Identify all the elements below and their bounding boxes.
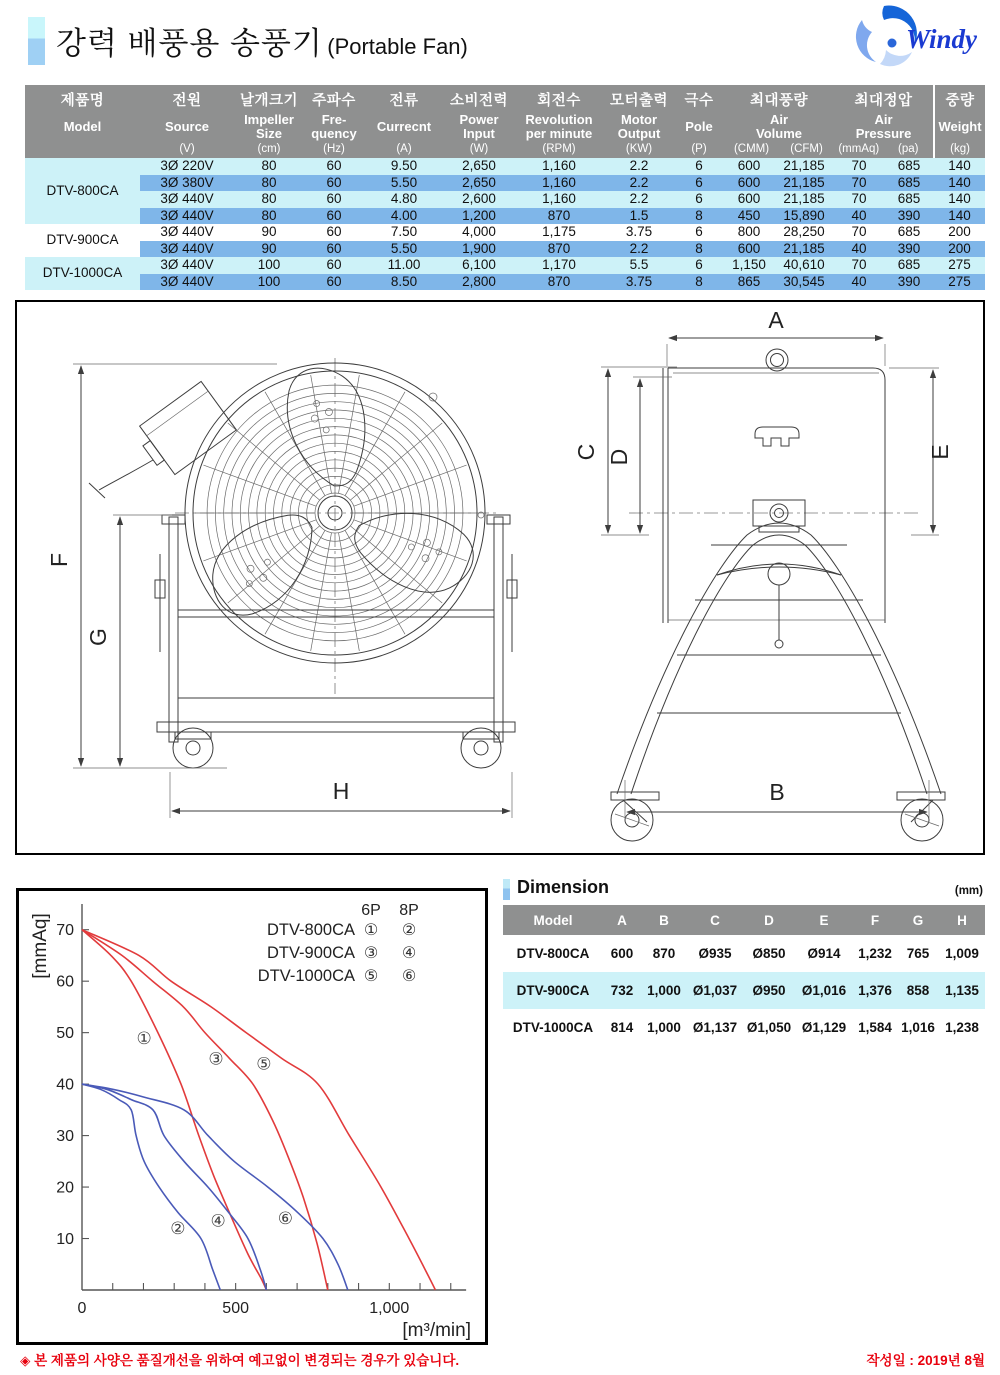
spec-cell: 3Ø 440V bbox=[140, 191, 234, 208]
spec-row bbox=[25, 208, 985, 225]
spec-cell: 6,100 bbox=[444, 257, 514, 274]
spec-cell: 390 bbox=[884, 208, 934, 225]
footer-note: ◈ 본 제품의 사양은 품질개선을 위하여 예고없이 변경되는 경우가 있습니다. bbox=[20, 1353, 460, 1368]
spec-cell: 3.75 bbox=[604, 274, 674, 291]
spec-cell: 1,200 bbox=[444, 208, 514, 225]
caster-wheel bbox=[173, 728, 213, 768]
spec-model-cell: DTV-900CA bbox=[25, 224, 140, 257]
spec-cell: 100 bbox=[234, 257, 304, 274]
dim-cell: DTV-1000CA bbox=[512, 1020, 594, 1035]
spec-cell: 390 bbox=[884, 241, 934, 258]
svg-text:G: G bbox=[85, 628, 111, 646]
x-tick-label: 0 bbox=[77, 1300, 87, 1317]
legend-symbol-6p: ③ bbox=[363, 945, 379, 962]
dim-cell: 1,238 bbox=[945, 1020, 979, 1035]
svg-text:F: F bbox=[46, 552, 72, 568]
legend-symbol-8p: ⑥ bbox=[401, 968, 417, 985]
dim-cell: 1,376 bbox=[853, 972, 897, 1009]
spec-cell: 40 bbox=[834, 274, 884, 291]
y-axis-label: [mmAq] bbox=[30, 913, 51, 979]
curve-number-label: ② bbox=[170, 1219, 186, 1239]
curve-number-label: ③ bbox=[208, 1049, 224, 1069]
spec-cell: 6 bbox=[674, 257, 724, 274]
spec-cell: 3Ø 380V bbox=[140, 175, 234, 192]
svg-text:E: E bbox=[927, 444, 953, 460]
dim-cell: 858 bbox=[897, 972, 939, 1009]
spec-cell: 2,650 bbox=[444, 175, 514, 192]
col-pole: 극수 Pole (P) bbox=[684, 93, 714, 155]
spec-cell: 80 bbox=[234, 191, 304, 208]
dim-cell: 870 bbox=[652, 946, 676, 961]
series-curve bbox=[82, 1084, 220, 1290]
dim-col-header: B bbox=[641, 905, 687, 935]
spec-cell: 60 bbox=[304, 241, 364, 258]
spec-cell: 5.50 bbox=[364, 175, 444, 192]
spec-cell: 2.2 bbox=[604, 175, 674, 192]
dimension-accent-bar bbox=[503, 879, 510, 900]
footer-date: 작성일 : 2019년 8월 bbox=[866, 1353, 985, 1368]
dim-cell: Ø1,050 bbox=[746, 1020, 792, 1035]
spec-cell: 8 bbox=[674, 241, 724, 258]
dim-cell: 814 bbox=[610, 1020, 634, 1035]
dimension-table bbox=[503, 905, 985, 1046]
col-frequency: 주파수 Fre- quency (Hz) bbox=[311, 93, 357, 155]
dimension-table-body bbox=[503, 935, 985, 1046]
col-air-pressure: 최대정압 Air Pressure (mmAq) (pa) bbox=[838, 93, 919, 155]
spec-cell: 1,175 bbox=[514, 224, 604, 241]
legend-symbol-8p: ② bbox=[401, 922, 417, 939]
spec-cell: 4,000 bbox=[444, 224, 514, 241]
spec-cell: 600 bbox=[724, 191, 774, 208]
col-air-volume: 최대풍량 Air Volume (CMM) (CFM) bbox=[733, 93, 823, 155]
spec-cell: 80 bbox=[234, 175, 304, 192]
spec-cell: 1,170 bbox=[514, 257, 604, 274]
spec-cell: 5.5 bbox=[604, 257, 674, 274]
spec-row bbox=[25, 224, 985, 241]
dim-row bbox=[503, 972, 985, 1009]
spec-row bbox=[25, 175, 985, 192]
dim-row bbox=[503, 935, 985, 972]
dim-cell: 1,584 bbox=[858, 1020, 892, 1035]
spec-cell: 70 bbox=[834, 224, 884, 241]
spec-cell: 4.00 bbox=[364, 208, 444, 225]
spec-cell: 1,160 bbox=[514, 175, 604, 192]
spec-table-header bbox=[25, 85, 985, 158]
spec-cell: 28,250 bbox=[774, 224, 834, 241]
dim-cell: DTV-900CA bbox=[503, 972, 603, 1009]
dim-col-header: G bbox=[897, 905, 939, 935]
spec-cell: 2.2 bbox=[604, 191, 674, 208]
legend-model-label: DTV-1000CA bbox=[257, 967, 355, 985]
col-power-input: 소비전력 Power Input (W) bbox=[449, 93, 509, 155]
dim-col-header: D bbox=[743, 905, 795, 935]
y-tick-label: 20 bbox=[56, 1179, 74, 1197]
dimension-D bbox=[606, 377, 672, 533]
dim-cell: 1,135 bbox=[939, 972, 985, 1009]
y-tick-label: 10 bbox=[56, 1231, 74, 1249]
spec-cell: 8.50 bbox=[364, 274, 444, 291]
dim-cell: 732 bbox=[603, 972, 641, 1009]
spec-cell: 600 bbox=[724, 158, 774, 175]
spec-table-body bbox=[25, 158, 985, 290]
dim-cell: 1,000 bbox=[641, 972, 687, 1009]
dim-col-header: H bbox=[939, 905, 985, 935]
performance-chart bbox=[19, 891, 485, 1342]
dim-cell: 1,000 bbox=[647, 1020, 681, 1035]
caster-wheel bbox=[901, 799, 943, 841]
legend-col-header: 6P bbox=[361, 902, 381, 919]
dim-cell: DTV-800CA bbox=[516, 946, 590, 961]
spec-cell: 30,545 bbox=[774, 274, 834, 291]
spec-cell: 70 bbox=[834, 175, 884, 192]
spec-cell: 390 bbox=[884, 274, 934, 291]
col-source: 전원 Source (V) bbox=[164, 93, 210, 155]
spec-cell: 8 bbox=[674, 208, 724, 225]
spec-cell: 685 bbox=[884, 224, 934, 241]
curve-number-label: ⑤ bbox=[256, 1054, 272, 1074]
legend-model-label: DTV-800CA bbox=[266, 921, 355, 939]
legend-model-label: DTV-900CA bbox=[266, 944, 355, 962]
svg-text:B: B bbox=[769, 779, 785, 805]
dim-col-header: E bbox=[795, 905, 853, 935]
dim-col-header: C bbox=[687, 905, 743, 935]
spec-cell: 21,185 bbox=[774, 191, 834, 208]
spec-cell: 3Ø 220V bbox=[140, 158, 234, 175]
dim-cell: 1,016 bbox=[901, 1020, 935, 1035]
x-tick-label: 1,000 bbox=[369, 1300, 410, 1317]
legend-col-header: 8P bbox=[399, 902, 419, 919]
spec-cell: 70 bbox=[834, 191, 884, 208]
spec-cell: 2,600 bbox=[444, 191, 514, 208]
col-weight: 중량 Weight (kg) bbox=[934, 85, 985, 158]
dimension-G bbox=[85, 515, 172, 766]
spec-cell: 11.00 bbox=[364, 257, 444, 274]
spec-cell: 40 bbox=[834, 208, 884, 225]
y-tick-label: 30 bbox=[56, 1128, 74, 1146]
spec-cell: 1.5 bbox=[604, 208, 674, 225]
dimension-B bbox=[625, 779, 929, 818]
legend-symbol-8p: ④ bbox=[401, 945, 417, 962]
tiller-handle bbox=[717, 563, 841, 648]
spec-cell: 140 bbox=[934, 175, 985, 192]
spec-cell: 8 bbox=[674, 274, 724, 291]
series-curve bbox=[82, 1084, 266, 1290]
spec-cell: 800 bbox=[724, 224, 774, 241]
spec-cell: 6 bbox=[674, 224, 724, 241]
spec-cell: 685 bbox=[884, 158, 934, 175]
dim-cell: 1,009 bbox=[945, 946, 979, 961]
spec-cell: 1,160 bbox=[514, 191, 604, 208]
spec-cell: 60 bbox=[304, 208, 364, 225]
dim-col-header: F bbox=[853, 905, 897, 935]
spec-cell: 9.50 bbox=[364, 158, 444, 175]
spec-cell: 275 bbox=[934, 257, 985, 274]
dim-cell: Ø850 bbox=[752, 946, 786, 961]
spec-cell: 3Ø 440V bbox=[140, 274, 234, 291]
spec-row bbox=[25, 241, 985, 258]
svg-text:A: A bbox=[768, 307, 784, 333]
title-accent-bar bbox=[28, 17, 45, 65]
col-impeller-size: 날개크기 Impeller Size (cm) bbox=[239, 93, 299, 155]
spec-cell: 275 bbox=[934, 274, 985, 291]
spec-cell: 60 bbox=[304, 274, 364, 291]
spec-row bbox=[25, 191, 985, 208]
dim-cell: 765 bbox=[906, 946, 930, 961]
spec-cell: 60 bbox=[304, 191, 364, 208]
caster-wheel bbox=[611, 799, 653, 841]
dim-row bbox=[503, 1009, 985, 1046]
dim-cell: Ø1,016 bbox=[795, 972, 853, 1009]
col-current: 전류 Currecnt (A) bbox=[376, 93, 432, 155]
col-model: 제품명 Model bbox=[60, 93, 105, 134]
spec-cell: 3Ø 440V bbox=[140, 257, 234, 274]
legend-symbol-6p: ⑤ bbox=[363, 968, 379, 985]
col-rpm: 회전수 Revolution per minute (RPM) bbox=[525, 93, 593, 155]
curve-number-label: ④ bbox=[210, 1211, 226, 1231]
spec-cell: 3Ø 440V bbox=[140, 208, 234, 225]
spec-cell: 90 bbox=[234, 224, 304, 241]
dim-cell: Ø914 bbox=[807, 946, 841, 961]
spec-model-cell: DTV-800CA bbox=[25, 158, 140, 224]
spec-row bbox=[25, 257, 985, 274]
spec-cell: 865 bbox=[724, 274, 774, 291]
spec-cell: 3Ø 440V bbox=[140, 241, 234, 258]
spec-cell: 60 bbox=[304, 257, 364, 274]
dim-col-header: A bbox=[603, 905, 641, 935]
spec-cell: 685 bbox=[884, 257, 934, 274]
spec-row bbox=[25, 274, 985, 291]
spec-cell: 2,800 bbox=[444, 274, 514, 291]
technical-drawings bbox=[17, 302, 979, 849]
spec-cell: 600 bbox=[724, 175, 774, 192]
curve-number-label: ⑥ bbox=[277, 1208, 294, 1228]
dimension-unit: (mm) bbox=[954, 885, 983, 897]
x-tick-label: 500 bbox=[222, 1300, 250, 1317]
page-title bbox=[56, 18, 468, 63]
windy-logo bbox=[848, 2, 988, 68]
performance-chart-box bbox=[16, 888, 488, 1345]
spec-cell: 3Ø 440V bbox=[140, 224, 234, 241]
spec-cell: 5.50 bbox=[364, 241, 444, 258]
spec-cell: 40,610 bbox=[774, 257, 834, 274]
dimension-table-header bbox=[503, 905, 985, 935]
spec-cell: 870 bbox=[514, 208, 604, 225]
caster-wheel bbox=[461, 728, 501, 768]
spec-cell: 685 bbox=[884, 191, 934, 208]
dimension-A bbox=[667, 307, 885, 366]
spec-cell: 2,650 bbox=[444, 158, 514, 175]
spec-cell: 140 bbox=[934, 158, 985, 175]
spec-cell: 2.2 bbox=[604, 158, 674, 175]
spec-row bbox=[25, 158, 985, 175]
spec-cell: 90 bbox=[234, 241, 304, 258]
front-view-drawing bbox=[46, 358, 517, 818]
spec-cell: 685 bbox=[884, 175, 934, 192]
dim-cell: 1,232 bbox=[858, 946, 892, 961]
spec-cell: 70 bbox=[834, 257, 884, 274]
spec-cell: 21,185 bbox=[774, 175, 834, 192]
spec-table bbox=[25, 85, 985, 290]
side-view-drawing bbox=[573, 307, 953, 841]
spec-cell: 80 bbox=[234, 208, 304, 225]
svg-text:H: H bbox=[332, 778, 350, 804]
y-tick-label: 60 bbox=[56, 973, 74, 991]
spec-cell: 15,890 bbox=[774, 208, 834, 225]
curve-number-label: ① bbox=[136, 1028, 152, 1048]
spec-cell: 1,150 bbox=[724, 257, 774, 274]
spec-cell: 60 bbox=[304, 224, 364, 241]
technical-drawing-box bbox=[15, 300, 985, 855]
x-axis-label: [m³/min] bbox=[402, 1320, 471, 1341]
dim-cell: Ø950 bbox=[743, 972, 795, 1009]
spec-cell: 200 bbox=[934, 241, 985, 258]
dim-cell: Ø935 bbox=[698, 946, 732, 961]
windy-logo-text: Windy bbox=[906, 24, 978, 54]
spec-cell: 40 bbox=[834, 241, 884, 258]
dim-cell: Ø1,137 bbox=[692, 1020, 738, 1035]
dim-cell: 600 bbox=[610, 946, 634, 961]
page-title-english: (Portable Fan) bbox=[327, 34, 468, 59]
spec-cell: 1,900 bbox=[444, 241, 514, 258]
spec-cell: 450 bbox=[724, 208, 774, 225]
spec-cell: 1,160 bbox=[514, 158, 604, 175]
spec-cell: 60 bbox=[304, 158, 364, 175]
cart-frame-front bbox=[155, 515, 517, 742]
series-curve bbox=[82, 1084, 348, 1290]
spec-cell: 6 bbox=[674, 158, 724, 175]
dimension-H bbox=[170, 772, 512, 818]
dimension-title: Dimension bbox=[517, 877, 610, 897]
dim-cell: Ø1,129 bbox=[801, 1020, 847, 1035]
spec-cell: 60 bbox=[304, 175, 364, 192]
spec-cell: 6 bbox=[674, 191, 724, 208]
spec-cell: 7.50 bbox=[364, 224, 444, 241]
fan-housing-side bbox=[663, 349, 885, 623]
svg-text:C: C bbox=[573, 443, 599, 461]
spec-cell: 870 bbox=[514, 274, 604, 291]
dimension-E bbox=[889, 368, 953, 535]
spec-cell: 870 bbox=[514, 241, 604, 258]
spec-cell: 140 bbox=[934, 208, 985, 225]
page-title-korean: 강력 배풍용 송풍기 bbox=[56, 26, 323, 61]
spec-cell: 80 bbox=[234, 158, 304, 175]
spec-cell: 21,185 bbox=[774, 241, 834, 258]
spec-cell: 70 bbox=[834, 158, 884, 175]
dim-col-header: Model bbox=[503, 905, 603, 935]
svg-text:D: D bbox=[606, 448, 632, 466]
spec-cell: 140 bbox=[934, 191, 985, 208]
spec-cell: 2.2 bbox=[604, 241, 674, 258]
spec-cell: 4.80 bbox=[364, 191, 444, 208]
dimension-panel bbox=[503, 877, 985, 1046]
col-motor-output: 모터출력 Motor Output (KW) bbox=[609, 93, 669, 155]
spec-cell: 3.75 bbox=[604, 224, 674, 241]
spec-cell: 200 bbox=[934, 224, 985, 241]
spec-model-cell: DTV-1000CA bbox=[25, 257, 140, 290]
dim-cell: Ø1,037 bbox=[687, 972, 743, 1009]
motor-box bbox=[132, 381, 236, 480]
spec-cell: 21,185 bbox=[774, 158, 834, 175]
spec-cell: 600 bbox=[724, 241, 774, 258]
spec-cell: 6 bbox=[674, 175, 724, 192]
y-tick-label: 40 bbox=[56, 1076, 74, 1094]
y-tick-label: 70 bbox=[56, 922, 74, 940]
spec-cell: 100 bbox=[234, 274, 304, 291]
legend-symbol-6p: ① bbox=[363, 922, 379, 939]
y-tick-label: 50 bbox=[56, 1025, 74, 1043]
